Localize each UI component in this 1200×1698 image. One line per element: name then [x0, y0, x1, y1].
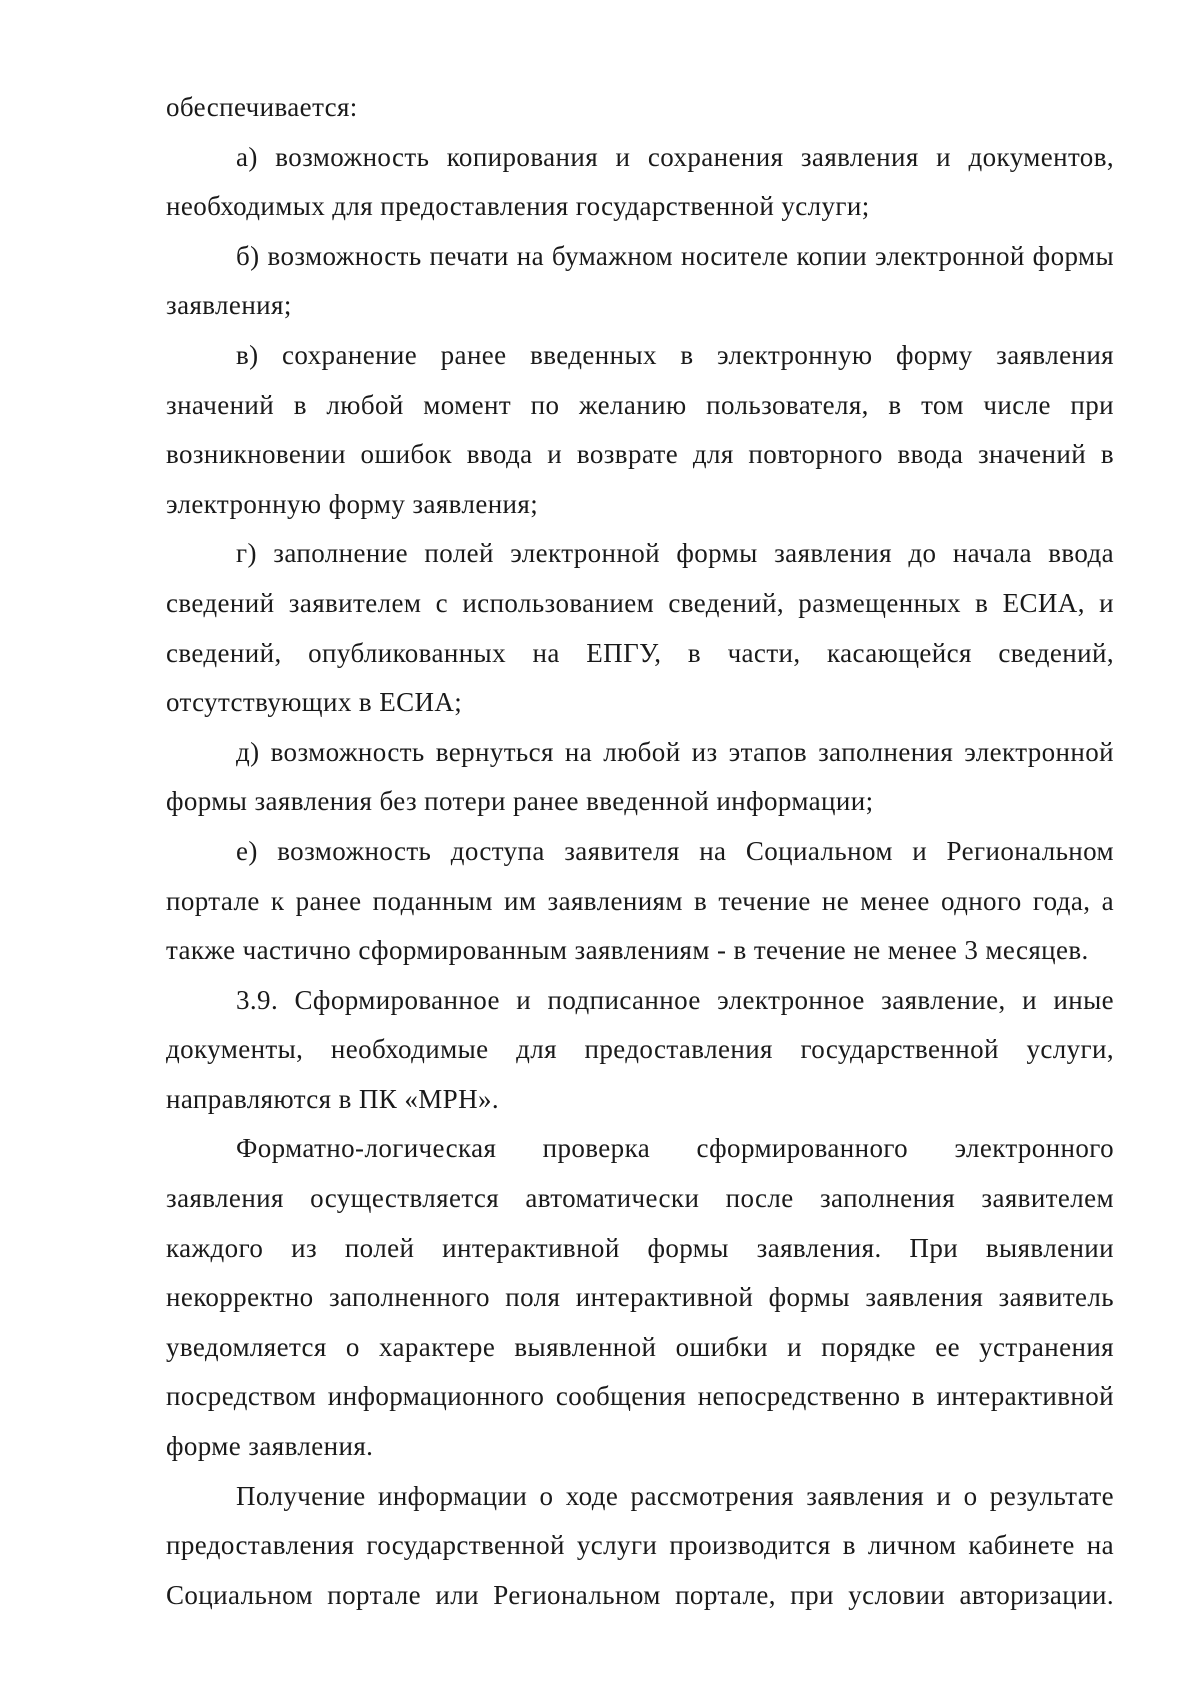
- paragraph-item-d: д) возможность вернуться на любой из этапов заполнения электронной формы заявления без потери ранее введенной информации;: [166, 736, 1114, 817]
- paragraph-item-e: е) возможность доступа заявителя на Социальном и Региональном портале к ранее поданным им заявлениям в течение не менее одного года, а также частично сформированным заявлениям - в течение не менее 3 месяцев.: [166, 835, 1114, 966]
- paragraph-item-b: б) возможность печати на бумажном носителе копии электронной формы заявления;: [166, 240, 1114, 321]
- paragraph-intro: обеспечивается:: [166, 92, 358, 122]
- paragraph-format-check: Форматно-логическая проверка сформированного электронного заявления осуществляется автоматически после заполнения заявителем каждого из полей интерактивной формы заявления. При выявлении некорректно заполненного поля интерактивной формы заявления заявитель уведомляется о характере выявленной ошибки и порядке ее устранения посредством информационного сообщения непосредственно в интерактивной форме заявления.: [166, 1133, 1114, 1462]
- paragraph-item-v: в) сохранение ранее введенных в электронную форму заявления значений в любой момент по желанию пользователя, в том числе при возникновении ошибок ввода и возврате для повторного ввода значений в электронную форму заявления;: [166, 339, 1114, 519]
- paragraph-item-g: г) заполнение полей электронной формы заявления до начала ввода сведений заявителем с использованием сведений, размещенных в ЕСИА, и сведений, опубликованных на ЕПГУ, в части, касающейся сведений, отсутствующих в ЕСИА;: [166, 538, 1114, 718]
- paragraph-section-3-9: 3.9. Сформированное и подписанное электронное заявление, и иные документы, необходимые для предоставления государственной услуги, направляются в ПК «МРН».: [166, 984, 1114, 1114]
- paragraph-item-a: а) возможность копирования и сохранения заявления и документов, необходимых для предоставления государственной услуги;: [166, 141, 1114, 222]
- paragraph-status-info: Получение информации о ходе рассмотрения заявления и о результате предоставления государственной услуги производится в личном кабинете на Социальном портале или Региональном портале, при условии авторизации.: [166, 1480, 1114, 1610]
- document-body: [166, 83, 1114, 1620]
